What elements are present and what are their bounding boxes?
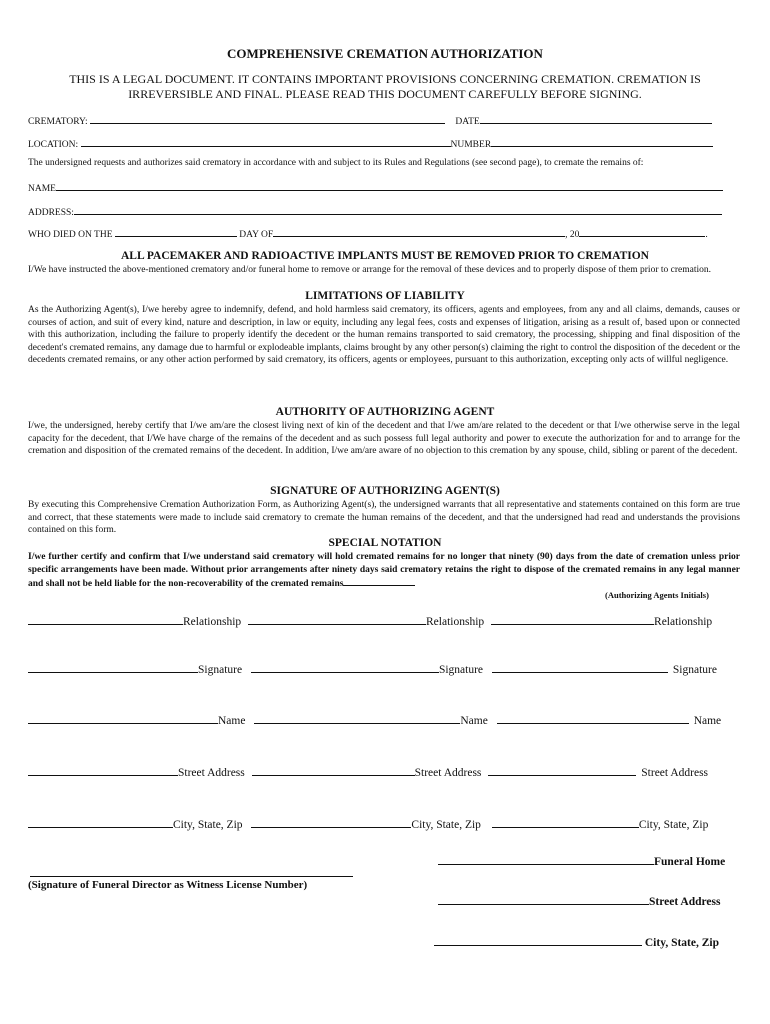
agent-city-label-1: City, State, Zip — [173, 819, 243, 831]
agent-city-label-3: City, State, Zip — [638, 819, 709, 831]
special-notation-text: I/we further certify and confirm that I/we understand said crematory will hold cremated remains for no longer that ninety (90) days from the date of cremation unless prior specific arrangements have been made. Without prior arrangements after ninety days said crematory retains the right to dispose of the cremated remains in any legal manner and shall not be held liable for the non-recoverability of the cremated remains — [28, 552, 740, 589]
funeral-city-label: City, State, Zip — [642, 937, 719, 949]
agent-name-label-1: Name — [218, 715, 246, 727]
location-label: LOCATION: — [28, 140, 79, 150]
pacemaker-text: I/We have instructed the above-mentioned crematory and/or funeral home to remove or arrange for the removal of these devices and to properly dispose of them prior to cremation. — [28, 265, 711, 275]
liability-heading: LIMITATIONS OF LIABILITY — [305, 290, 465, 302]
agent-name-row — [28, 713, 721, 727]
authority-heading: AUTHORITY OF AUTHORIZING AGENT — [275, 406, 495, 418]
number-field[interactable] — [491, 137, 713, 147]
funeral-home-field[interactable] — [438, 854, 654, 865]
signature-row — [28, 662, 717, 676]
signature-label-3: Signature — [672, 664, 717, 676]
address-row — [28, 205, 722, 218]
name-row — [28, 181, 723, 194]
initials-label: (Authorizing Agents Initials) — [605, 590, 709, 600]
death-day-field[interactable] — [115, 227, 237, 237]
funeral-address-field[interactable] — [438, 894, 649, 905]
agent-city-row — [28, 817, 708, 831]
signature-field-1[interactable] — [28, 662, 198, 673]
crematory-row — [28, 114, 712, 127]
decedent-name-field[interactable] — [56, 181, 723, 191]
crematory-label: CREMATORY: — [28, 117, 88, 127]
agent-city-label-2: City, State, Zip — [411, 819, 481, 831]
agent-city-field-3[interactable] — [492, 817, 639, 828]
funeral-home-label: Funeral Home — [654, 856, 726, 868]
location-row — [28, 137, 713, 150]
relationship-field-3[interactable] — [491, 614, 654, 625]
agent-name-label-3: Name — [693, 715, 722, 727]
address-label: ADDRESS: — [28, 208, 74, 218]
funeral-home-row — [438, 854, 725, 868]
initials-field[interactable] — [343, 576, 415, 586]
signature-text: By executing this Comprehensive Cremation Authorization Form, as Authorizing Agent(s), the undersigned warrants that all representative and statements contained on this form are true and correct, that these statements were made to include said crematory to cremate the human remains of the decedent, and that the undersigned had read and understands the provisions contained on this form. — [28, 500, 740, 535]
agent-address-field-3[interactable] — [488, 765, 636, 776]
agent-address-label-2: Street Address — [414, 767, 482, 779]
death-month-field[interactable] — [273, 227, 565, 237]
signature-heading: SIGNATURE OF AUTHORIZING AGENT(S) — [270, 485, 500, 497]
liability-text: As the Authorizing Agent(s), I/we hereby agree to indemnify, defend, and hold harmless said crematory, its officers, agents and employees, from any and all claims, demands, causes or courses of action, and suit of every kind, nature and description, in law or equity, including any legal fees, costs and expenses of litigation, arising as a result of, based upon or connected with this authorization, including the failure to properly identify the decedent or the human remains transported to said crematory, the processing, shipping and final disposition of the decedent's cremated remains, any damage due to harmful or explodeable implants, claims brought by any other person(s) claiming the right to control the disposition of the decedent or the decedents cremated remains, or any other action performed by said crematory, its officers, agents or employees, pursuant to this authorization, excepting only acts of willful negligence. — [28, 305, 740, 365]
agent-name-label-2: Name — [460, 715, 488, 727]
location-field[interactable] — [81, 137, 451, 147]
decedent-address-field[interactable] — [74, 205, 722, 215]
signature-label-1: Signature — [198, 664, 243, 676]
signature-label-2: Signature — [438, 664, 484, 676]
request-statement: The undersigned requests and authorizes said crematory in accordance with and subject to its Rules and Regulations (see second page), to cremate the remains of: — [28, 158, 644, 168]
agent-name-field-3[interactable] — [497, 713, 689, 724]
death-year-field[interactable] — [579, 227, 705, 237]
agent-address-field-2[interactable] — [252, 765, 415, 776]
agent-address-label-3: Street Address — [641, 767, 709, 779]
special-notation-heading: SPECIAL NOTATION — [328, 537, 442, 549]
signature-field-3[interactable] — [492, 662, 668, 673]
witness-label: (Signature of Funeral Director as Witness License Number) — [28, 879, 308, 891]
day-of-label: DAY OF — [239, 230, 274, 240]
legal-warning: THIS IS A LEGAL DOCUMENT. IT CONTAINS IMPORTANT PROVISIONS CONCERNING CREMATION. CREMATION IS IRREVERSIBLE AND FINAL. PLEASE READ THIS DOCUMENT CAREFULLY BEFORE SIGNING. — [69, 72, 701, 101]
date-field[interactable] — [480, 114, 712, 124]
agent-address-field-1[interactable] — [28, 765, 178, 776]
agent-city-field-2[interactable] — [251, 817, 411, 828]
agent-name-field-1[interactable] — [28, 713, 218, 724]
crematory-field[interactable] — [90, 114, 445, 124]
funeral-address-row — [438, 894, 720, 908]
number-label: NUMBER — [450, 140, 492, 150]
relationship-field-1[interactable] — [28, 614, 183, 625]
died-on-label: WHO DIED ON THE — [28, 230, 113, 240]
signature-field-2[interactable] — [251, 662, 439, 673]
funeral-address-label: Street Address — [649, 896, 721, 908]
agent-city-field-1[interactable] — [28, 817, 173, 828]
witness-signature-field[interactable] — [30, 866, 353, 877]
name-label: NAME — [28, 184, 56, 194]
funeral-city-field[interactable] — [434, 935, 642, 946]
pacemaker-heading: ALL PACEMAKER AND RADIOACTIVE IMPLANTS MUST BE REMOVED PRIOR TO CREMATION — [121, 250, 649, 262]
relationship-label-3: Relationship — [654, 616, 713, 628]
relationship-label-1: Relationship — [183, 616, 242, 628]
funeral-city-row — [434, 935, 719, 949]
relationship-field-2[interactable] — [248, 614, 426, 625]
relationship-row — [28, 614, 712, 628]
date-label: DATE — [455, 117, 480, 127]
year-label: , 20 — [565, 230, 580, 240]
agent-address-label-1: Street Address — [178, 767, 245, 779]
death-date-row — [28, 227, 708, 240]
agent-address-row — [28, 765, 708, 779]
agent-name-field-2[interactable] — [254, 713, 460, 724]
form-title: COMPREHENSIVE CREMATION AUTHORIZATION — [227, 46, 543, 61]
authority-text: I/we, the undersigned, hereby certify that I/we am/are the closest living next of kin of the decedent and that I/we am/are related to the decedent or that I/we otherwise serve in the legal capacity for the decedent, that I/We have charge of the remains of the decedent and as such possess full legal authority and power to execute the authorization for and to arrange for the cremation and disposition of the cremated remains of the decedent. In addition, I/we am/are aware of no objection to this cremation by any spouse, child, sibling or parent of the decedent. — [28, 421, 740, 456]
relationship-label-2: Relationship — [426, 616, 485, 628]
period: . — [705, 230, 708, 240]
